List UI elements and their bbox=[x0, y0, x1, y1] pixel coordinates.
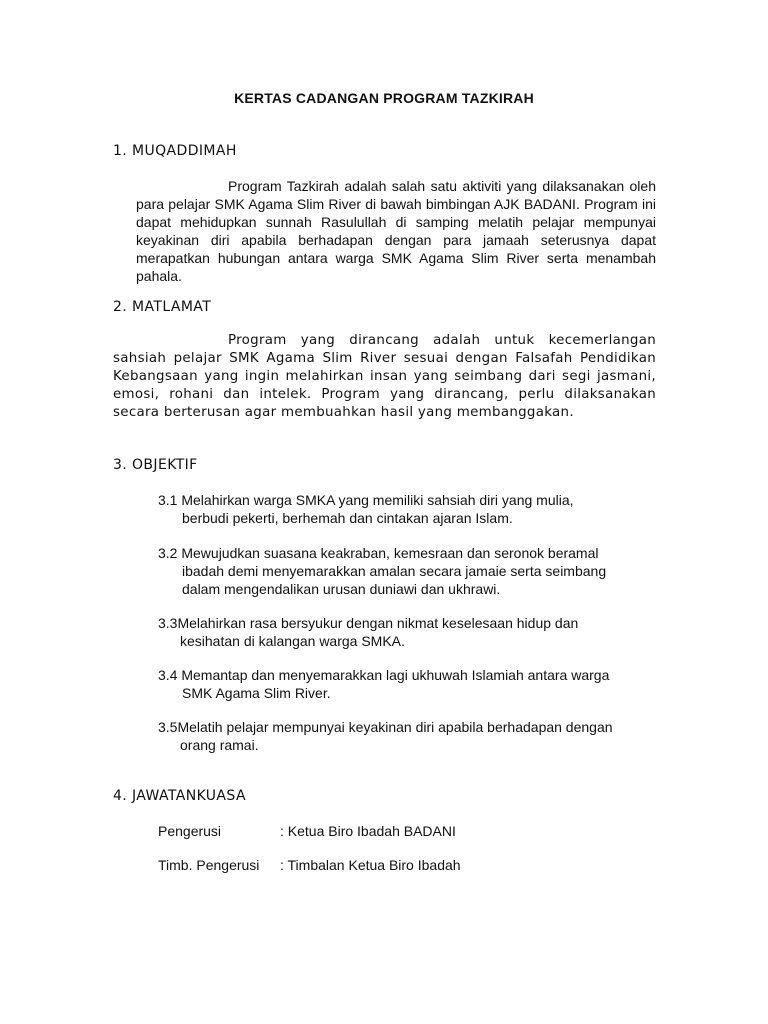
objective-line: 3.4 Memantap dan menyemarakkan lagi ukhuwah Islamiah antara warga bbox=[158, 667, 610, 683]
objective-line: berbudi pekerti, berhemah dan cintakan ajaran Islam. bbox=[182, 510, 513, 526]
objective-line: ibadah demi menyemarakkan amalan secara jamaie serta seimbang bbox=[182, 563, 607, 579]
objective-line: dalam mengendalikan urusan duniawi dan ukhrawi. bbox=[182, 581, 501, 597]
committee-value: : Timbalan Ketua Biro Ibadah bbox=[280, 857, 461, 873]
committee-row-timbalan bbox=[158, 857, 461, 873]
heading-muqaddimah: 1. MUQADDIMAH bbox=[113, 143, 237, 159]
objective-item-3-1 bbox=[158, 491, 678, 527]
objective-item-3-3 bbox=[158, 614, 678, 650]
committee-row-pengerusi bbox=[158, 823, 456, 839]
objective-line: 3.2 Mewujudkan suasana keakraban, kemesraan dan seronok beramal bbox=[158, 545, 599, 561]
committee-role: Timb. Pengerusi bbox=[158, 857, 260, 873]
objective-line: orang ramai. bbox=[180, 737, 259, 753]
paragraph-muqaddimah-text: Program Tazkirah adalah salah satu aktiviti yang dilaksanakan oleh para pelajar SMK Agama Slim River di bawah bimbingan AJK BADANI. Program ini dapat mehidupkan sunnah Rasulullah di samping melatih pelajar mempunyai keyakinan diri apabila berhadapan dengan para jamaah seterusnya dapat merapatkan hubungan antara warga SMK Agama Slim River serta menambah pahala. bbox=[136, 178, 656, 284]
paragraph-matlamat bbox=[113, 332, 656, 422]
objective-line: 3.1 Melahirkan warga SMKA yang memiliki sahsiah diri yang mulia, bbox=[158, 492, 574, 508]
objective-item-3-2 bbox=[158, 544, 678, 598]
heading-objektif: 3. OBJEKTIF bbox=[113, 457, 198, 473]
committee-value: : Ketua Biro Ibadah BADANI bbox=[280, 823, 456, 839]
objective-line: kesihatan di kalangan warga SMKA. bbox=[180, 633, 405, 649]
objective-line: 3.5Melatih pelajar mempunyai keyakinan diri apabila berhadapan dengan bbox=[158, 719, 613, 735]
objective-line: SMK Agama Slim River. bbox=[182, 685, 331, 701]
paragraph-matlamat-text: Program yang dirancang adalah untuk kecemerlangan sahsiah pelajar SMK Agama Slim River sesuai dengan Falsafah Pendidikan Kebangsaan yang ingin melahirkan insan yang seimbang dari segi jasmani, emosi, rohani dan intelek. Program yang dirancang, perlu dilaksanakan secara berterusan agar membuahkan hasil yang membanggakan. bbox=[113, 333, 656, 420]
document-title: KERTAS CADANGAN PROGRAM TAZKIRAH bbox=[234, 90, 534, 106]
objective-line: 3.3Melahirkan rasa bersyukur dengan nikmat keselesaan hidup dan bbox=[158, 615, 579, 631]
heading-jawatankuasa: 4. JAWATANKUASA bbox=[113, 788, 246, 804]
objective-item-3-5 bbox=[158, 718, 678, 754]
paragraph-muqaddimah bbox=[136, 177, 656, 285]
heading-matlamat: 2. MATLAMAT bbox=[113, 299, 212, 315]
committee-role: Pengerusi bbox=[158, 823, 222, 839]
objective-item-3-4 bbox=[158, 666, 678, 702]
